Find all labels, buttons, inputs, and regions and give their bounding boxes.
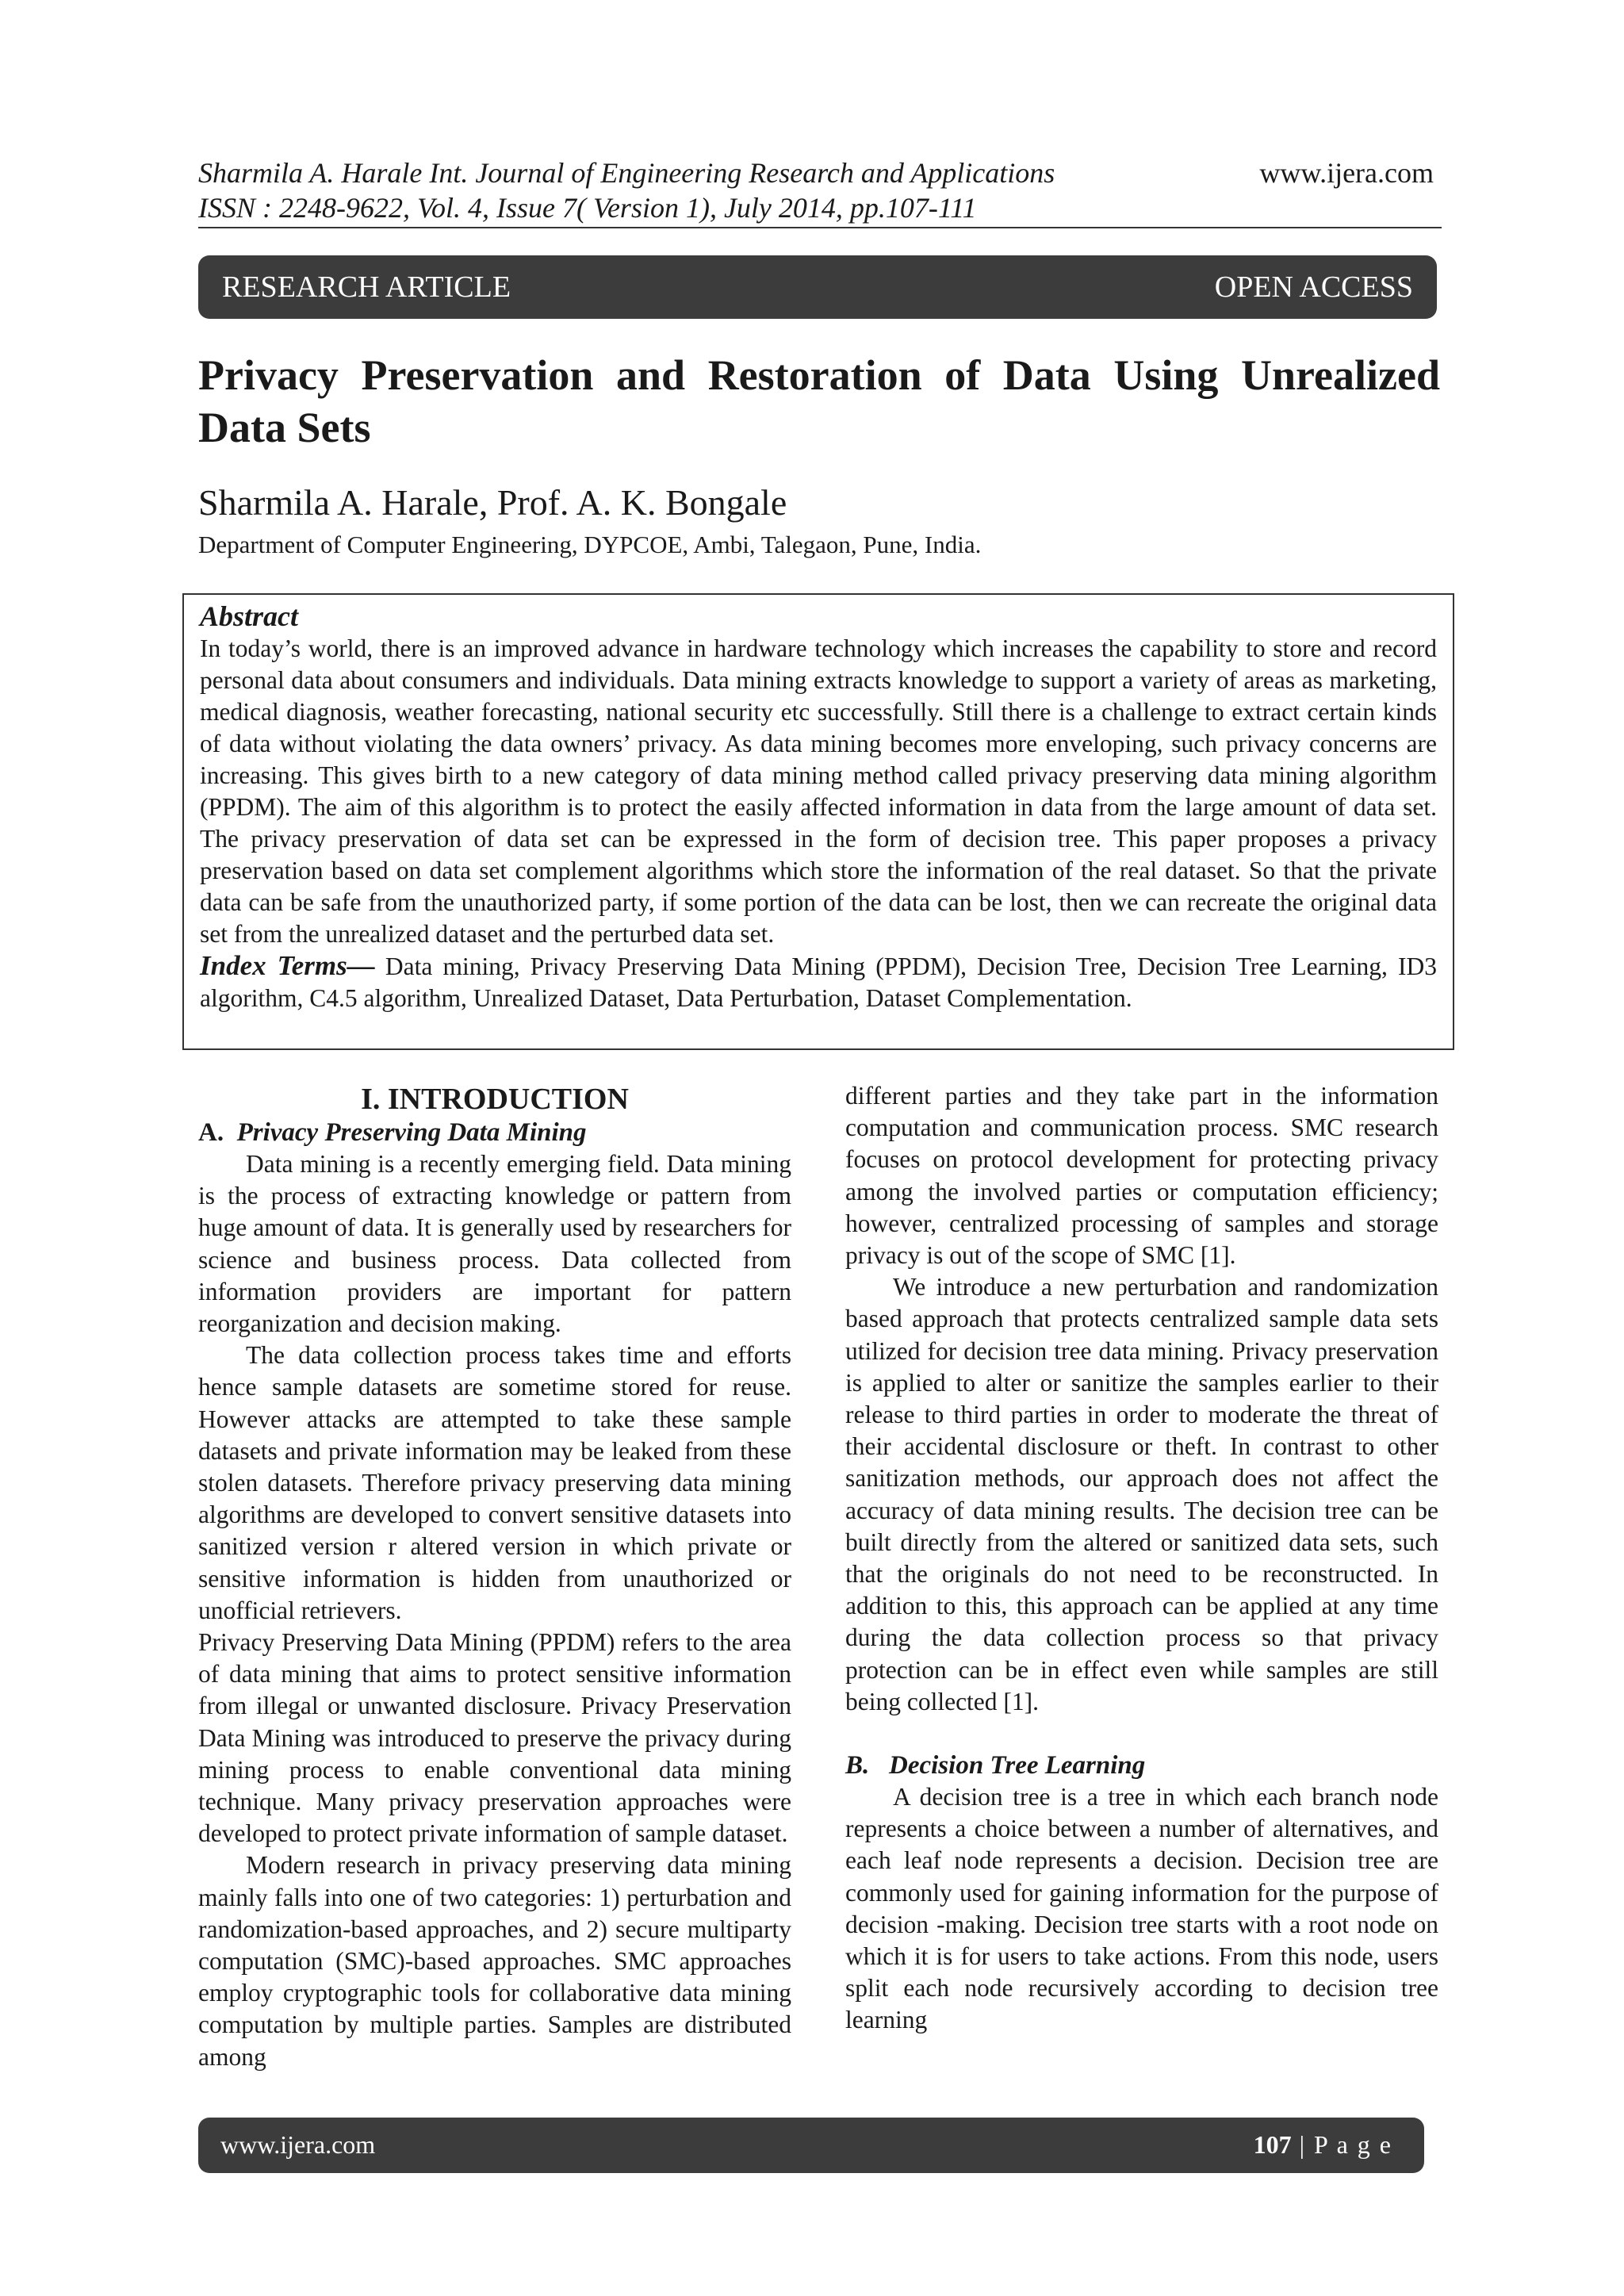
paragraph: We introduce a new perturbation and randomization based approach that protects centralized sample data sets utilized for decision tree data mining. Privacy preservation is applied to alter or sanitize the samples earlier to their release to third parties in order to moderate the threat of their accidental disclosure or theft. In contrast to other sanitization methods, our approach does not affect the accuracy of data mining results. The decision tree can be built directly from the altered or sanitized data sets, such that the originals do not need to be reconstructed. In addition to this, this approach can be applied at any time during the data collection process so that privacy protection can be in effect even while samples are still being collected [1]. [845,1273,1438,1715]
section-title-introduction: I. INTRODUCTION [361,1083,629,1116]
paragraph: The data collection process takes time and efforts hence sample datasets are sometime stored for reuse. However attacks are attempted to take these sample datasets and private information may be leaked from these stolen datasets. Therefore privacy preserving data mining algorithms are developed to convert sensitive datasets into sanitized version r altered version in which private or sensitive information is hidden from unauthorized or unofficial retrievers. [198,1341,791,1624]
header-rule [198,227,1442,228]
left-column [198,1082,791,2073]
author-list: Sharmila A. Harale, Prof. A. K. Bongale [198,482,787,523]
paragraph: Data mining is a recently emerging field. Data mining is the process of extracting knowledge or pattern from huge amount of data. It is generally used by researchers for science and business process. Data collected from information providers are important for pattern reorganization and decision making. [198,1150,791,1338]
index-terms [200,950,1437,1014]
subsection-number: A. [198,1118,224,1147]
article-type-banner [198,255,1437,319]
paragraph: Modern research in privacy preserving data mining mainly falls into one of two categories: 1) perturbation and randomization-based approaches, and 2) secure multiparty computation (SMC)-based approaches. SMC approaches employ cryptographic tools for collaborative data mining computation by multiple parties. Samples are distributed among [198,1851,791,2071]
journal-citation-line: Sharmila A. Harale Int. Journal of Engineering Research and Applications [198,157,1055,189]
subsection-title-a [198,1117,791,1148]
index-terms-label: Index Terms— [200,950,375,981]
page-indicator [1254,2130,1392,2160]
index-terms-text: Data mining, Privacy Preserving Data Mining (PPDM), Decision Tree, Decision Tree Learning, ID3 algorithm, C4.5 algorithm, Unrealized Dataset, Data Perturbation, Dataset Complementation. [200,953,1437,1012]
article-type-label: RESEARCH ARTICLE [222,270,511,304]
paragraph: A decision tree is a tree in which each branch node represents a choice between a number of alternatives, and each leaf node represents a decision. Decision tree are commonly used for gaining information for the purpose of decision -making. Decision tree starts with a root node on which it is for users to take actions. From this node, users split each node recursively according to decision tree learning [845,1783,1438,2034]
header-url: www.ijera.com [1259,157,1434,189]
footer-url: www.ijera.com [220,2130,376,2159]
subsection-title-b [845,1750,1438,1781]
paper-title: Privacy Preservation and Restoration of Data Using Unrealized Data Sets [198,351,1440,451]
paragraph: different parties and they take part in the information computation and communication process. SMC research focuses on protocol development for protecting privacy among the involved parties or computation efficiency; however, centralized processing of samples and storage privacy is out of the scope of SMC [1]. [845,1082,1438,1270]
right-column [845,1080,1438,2037]
page-number: 107 [1253,2130,1292,2159]
page-label: | P a g e [1291,2130,1392,2159]
issn-line: ISSN : 2248-9622, Vol. 4, Issue 7( Version 1), July 2014, pp.107-111 [198,192,977,224]
subsection-number: B. [845,1751,870,1780]
page-footer [198,2118,1424,2173]
subsection-title-text: Decision Tree Learning [889,1751,1146,1780]
affiliation: Department of Computer Engineering, DYPCOE, Ambi, Talegaon, Pune, India. [198,531,982,558]
abstract-box [182,593,1454,1050]
paragraph: Privacy Preserving Data Mining (PPDM) refers to the area of data mining that aims to protect sensitive information from illegal or unwanted disclosure. Privacy Preservation Data Mining was introduced to preserve the privacy during mining process to enable conventional data mining technique. Many privacy preservation approaches were developed to protect private information of sample dataset. [198,1628,791,1848]
access-type-label: OPEN ACCESS [1214,270,1413,304]
spacer [845,1718,1438,1750]
subsection-title-text: Privacy Preserving Data Mining [236,1118,587,1147]
abstract-heading: Abstract [200,600,299,632]
abstract-text: In today’s world, there is an improved advance in hardware technology which increases the capability to store and record personal data about consumers and individuals. Data mining extracts knowledge to support a variety of areas as marketing, medical diagnosis, weather forecasting, national security etc successfully. Still there is a challenge to extract certain kinds of data without violating the data owners’ privacy. As data mining becomes more enveloping, such privacy concerns are increasing. This gives birth to a new category of data mining method called privacy preserving data mining algorithm (PPDM). The aim of this algorithm is to protect the easily affected information in data from the large amount of data set. The privacy preservation of data set can be expressed in the form of decision tree. This paper proposes a privacy preservation based on data set complement algorithms which store the information of the real dataset. So that the private data can be safe from the unauthorized party, if some portion of the data can be lost, then we can recreate the original data set from the unrealized dataset and the perturbed data set. [200,634,1437,948]
